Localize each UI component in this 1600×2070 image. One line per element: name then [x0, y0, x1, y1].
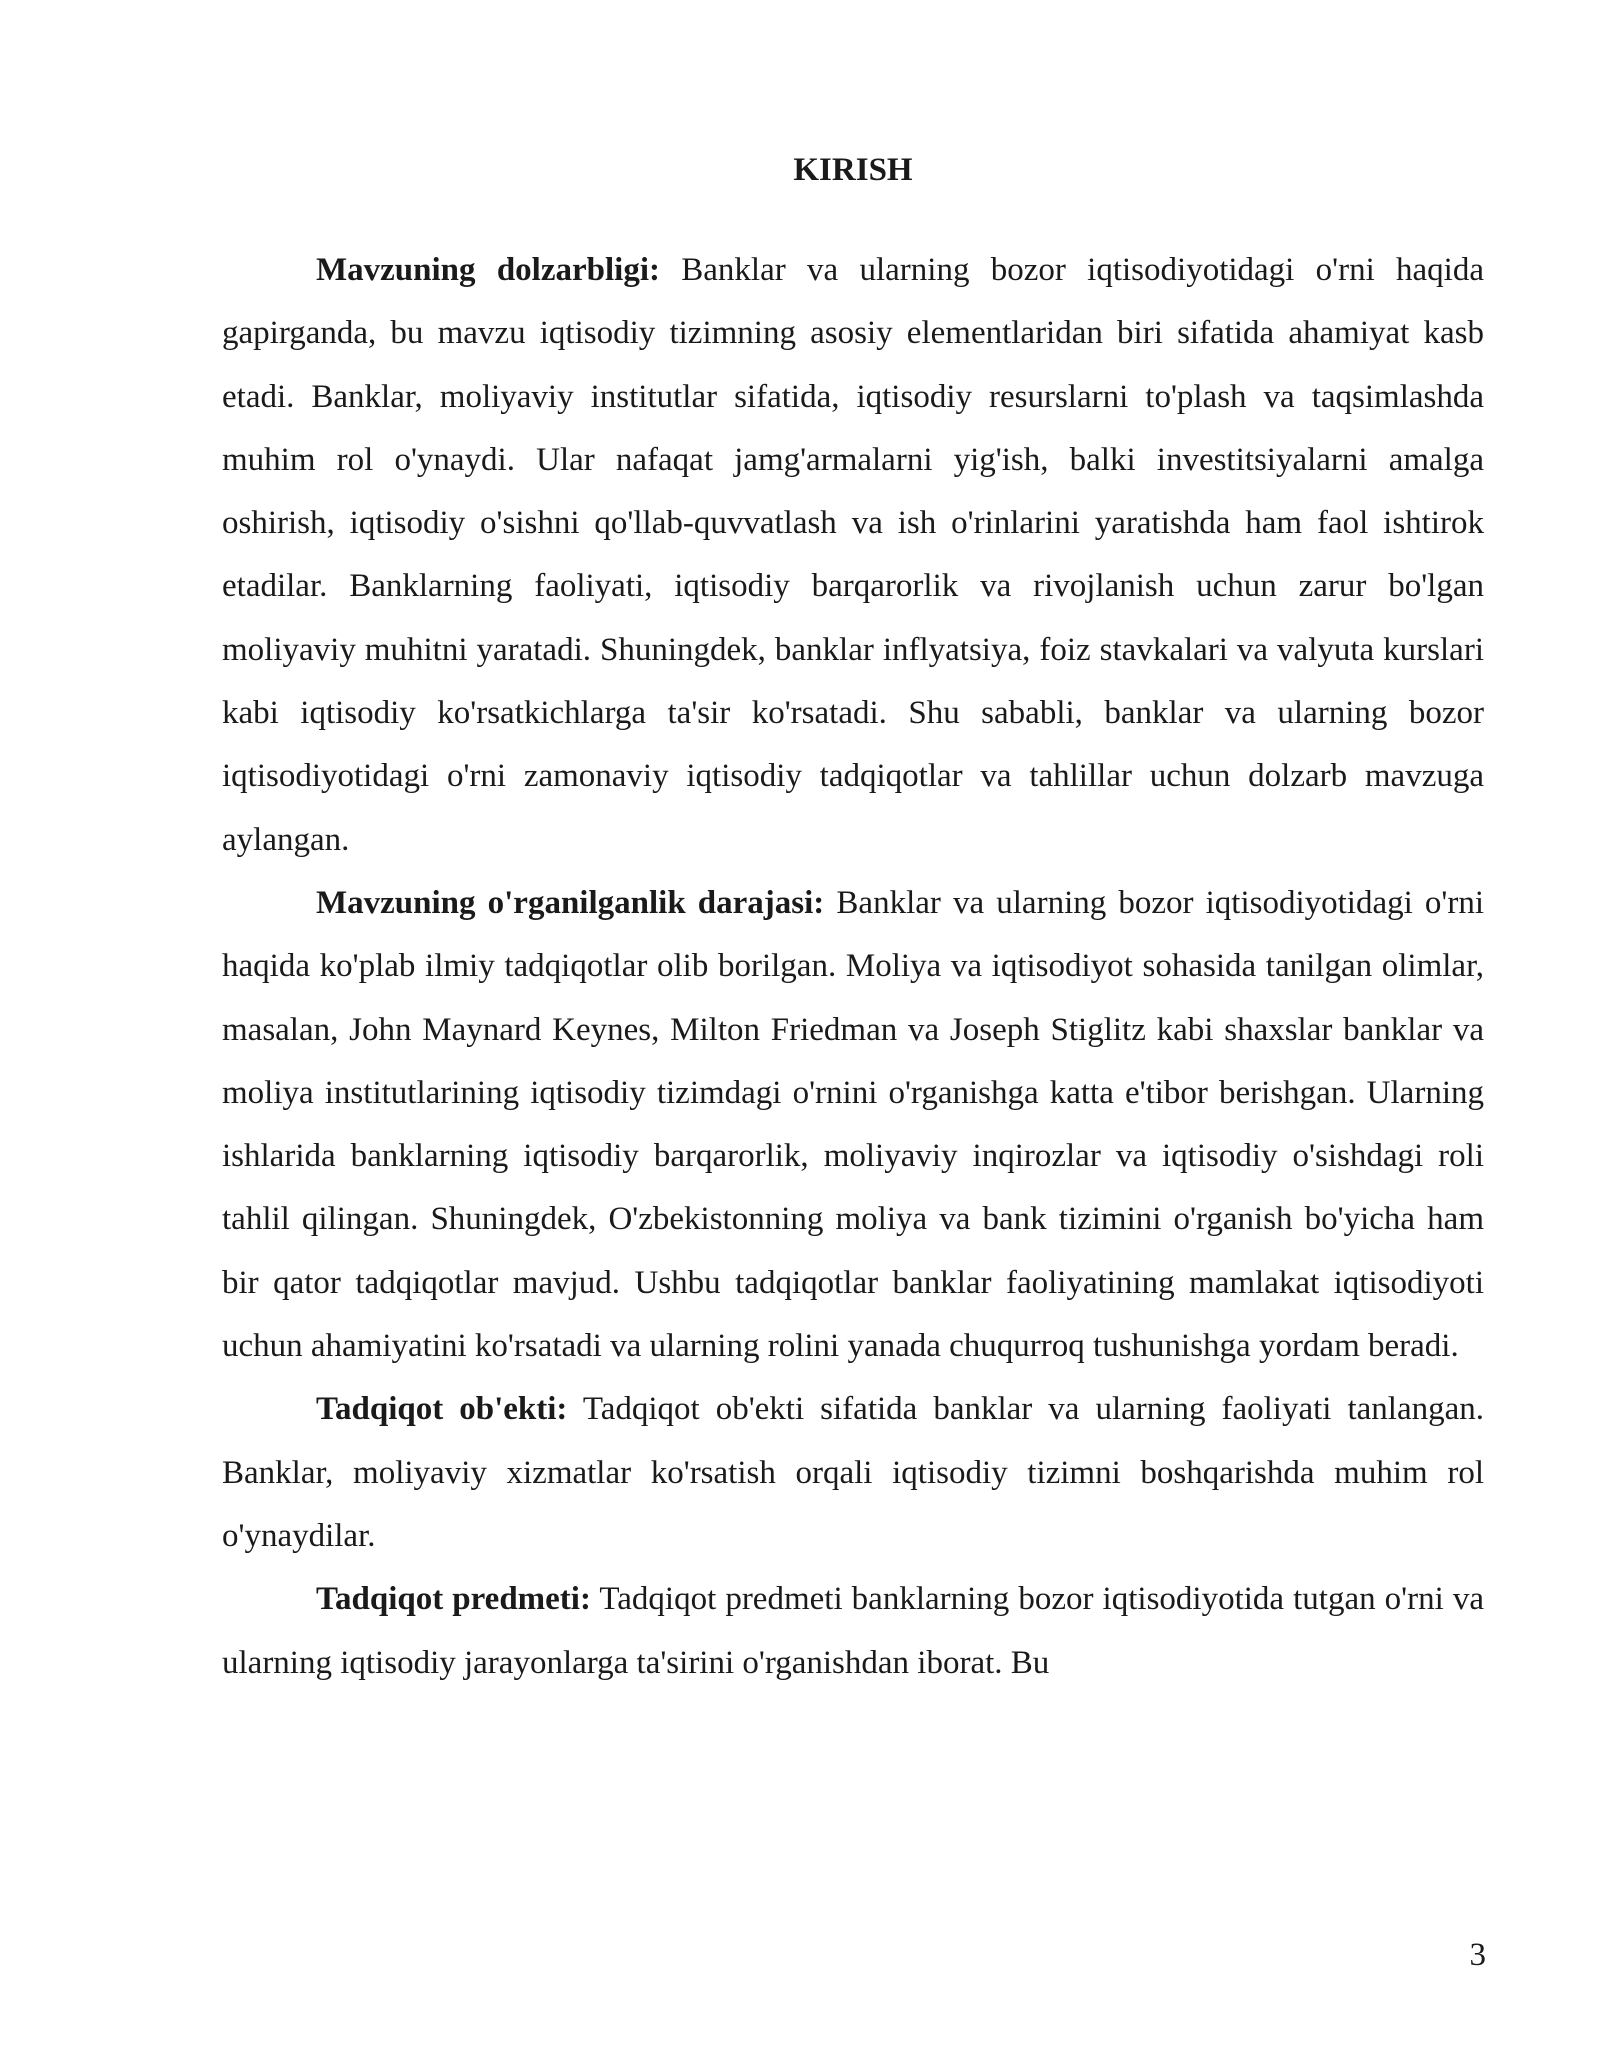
paragraph-text: Banklar va ularning bozor iqtisodiyotidagi o'rni haqida ko'plab ilmiy tadqiqotlar olib borilgan. Moliya va iqtisodiyot sohasida tanilgan olimlar, masalan, John Maynard Keynes, Milton Friedman va Joseph Stiglitz kabi shaxslar banklar va moliya institutlarining iqtisodiy tizimdagi o'rnini o'rganishga katta e'tibor berishgan. Ularning ishlarida banklarning iqtisodiy barqarorlik, moliyaviy inqirozlar va iqtisodiy o'sishdagi roli tahlil qilingan. Shuningdek, O'zbekistonning moliya va bank tizimini o'rganish bo'yicha ham bir qator tadqiqotlar mavjud. Ushbu tadqiqotlar banklar faoliyatining mamlakat iqtisodiyoti uchun ahamiyatini ko'rsatadi va ularning rolini yanada chuqurroq tushunishga yordam beradi.: [222, 884, 1484, 1365]
paragraph-text: Tadqiqot predmeti banklarning bozor iqtisodiyotida tutgan o'rni va ularning iqtisodiy jarayonlarga ta'sirini o'rganishdan iborat. Bu: [222, 1581, 1484, 1681]
page-heading: KIRISH: [793, 152, 913, 188]
paragraph-lead: Tadqiqot ob'ekti:: [316, 1391, 568, 1428]
paragraph-text: Banklar va ularning bozor iqtisodiyotidagi o'rni haqida gapirganda, bu mavzu iqtisodiy tizimning asosiy elementlaridan biri sifatida ahamiyat kasb etadi. Banklar, moliyaviy institutlar sifatida, iqtisodiy resurslarni to'plash va taqsimlashda muhim rol o'ynaydi. Ular nafaqat jamg'armalarni yig'ish, balki investitsiyalarni amalga oshirish, iqtisodiy o'sishni qo'llab-quvvatlash va ish o'rinlarini yaratishda ham faol ishtirok etadilar. Banklarning faoliyati, iqtisodiy barqarorlik va rivojlanish uchun zarur bo'lgan moliyaviy muhitni yaratadi. Shuningdek, banklar inflyatsiya, foiz stavkalari va valyuta kurslari kabi iqtisodiy ko'rsatkichlarga ta'sir ko'rsatadi. Shu sababli, banklar va ularning bozor iqtisodiyotidagi o'rni zamonaviy iqtisodiy tadqiqotlar va tahlillar uchun dolzarb mavzuga aylangan.: [222, 252, 1485, 858]
paragraph-research-object: [222, 1378, 1484, 1568]
page-number: 3: [1469, 1937, 1486, 1973]
document-body: [222, 239, 1484, 1695]
paragraph-relevance: [222, 239, 1484, 872]
paragraph-lead: Tadqiqot predmeti:: [316, 1581, 591, 1618]
paragraph-lead: Mavzuning o'rganilganlik darajasi:: [316, 884, 825, 921]
paragraph-lead: Mavzuning dolzarbligi:: [316, 252, 660, 288]
paragraph-research-subject: [222, 1568, 1484, 1695]
paragraph-text: Tadqiqot ob'ekti sifatida banklar va ularning faoliyati tanlangan. Banklar, moliyaviy xizmatlar ko'rsatish orqali iqtisodiy tizimni boshqarishda muhim rol o'ynaydilar.: [222, 1391, 1485, 1554]
paragraph-study-level: [222, 872, 1484, 1378]
